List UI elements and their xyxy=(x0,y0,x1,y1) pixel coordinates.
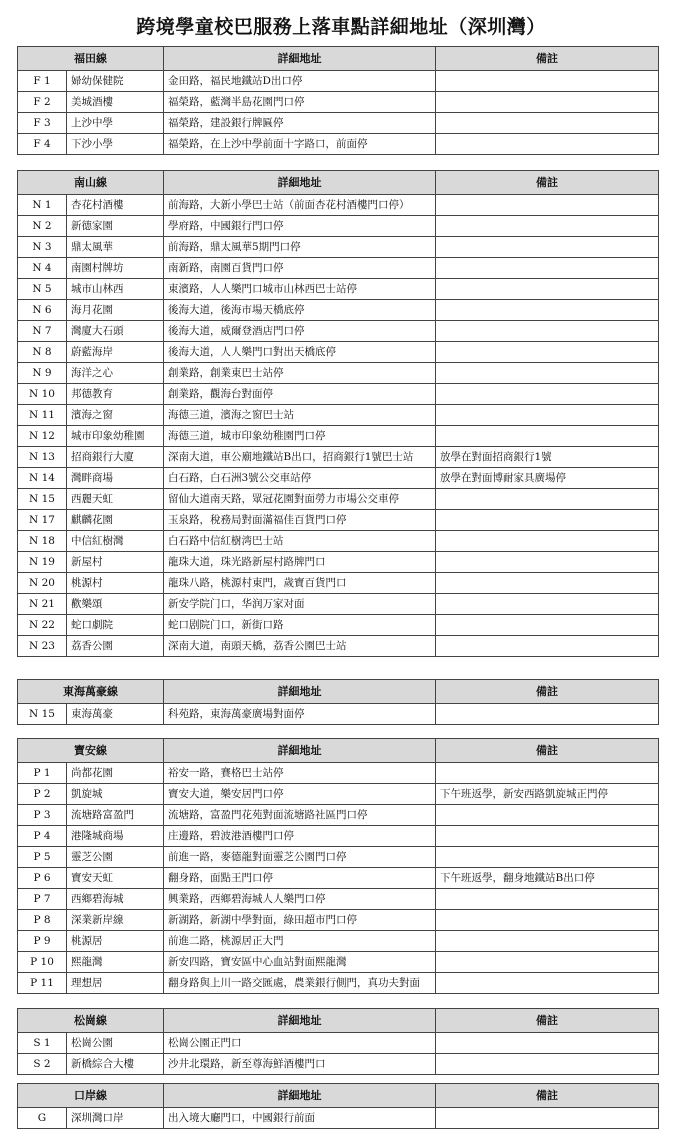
stop-place: 熙龍灣 xyxy=(67,952,164,973)
stop-remark xyxy=(436,973,659,994)
stop-address: 玉泉路，稅務局對面滿福佳百貨門口停 xyxy=(164,510,436,531)
stop-place: 海洋之心 xyxy=(67,363,164,384)
stop-code: N 5 xyxy=(18,279,67,300)
route-name-header: 福田線 xyxy=(18,47,164,71)
stop-address: 興業路，西鄉碧海城人人樂門口停 xyxy=(164,889,436,910)
stop-code: G xyxy=(18,1108,67,1129)
stop-place: 凱旋城 xyxy=(67,784,164,805)
stop-code: N 8 xyxy=(18,342,67,363)
stop-place: 荔香公園 xyxy=(67,636,164,657)
stop-remark xyxy=(436,615,659,636)
stop-place: 尚都花園 xyxy=(67,763,164,784)
table-row xyxy=(18,279,659,300)
stop-place: 桃源村 xyxy=(67,573,164,594)
stop-remark xyxy=(436,216,659,237)
stop-address: 裕安一路，賽格巴士站停 xyxy=(164,763,436,784)
stop-code: P 10 xyxy=(18,952,67,973)
stop-address: 東濱路，人人樂門口城市山林西巴士站停 xyxy=(164,279,436,300)
stop-code: N 9 xyxy=(18,363,67,384)
table-header-row xyxy=(18,47,659,71)
stop-remark xyxy=(436,279,659,300)
table-row xyxy=(18,447,659,468)
route-table xyxy=(17,738,659,994)
table-row xyxy=(18,889,659,910)
stop-place: 西鄉碧海城 xyxy=(67,889,164,910)
stop-address: 白石路中信紅樹湾巴士站 xyxy=(164,531,436,552)
table-header-row xyxy=(18,680,659,704)
stop-remark xyxy=(436,763,659,784)
stop-code: N 13 xyxy=(18,447,67,468)
stop-remark xyxy=(436,510,659,531)
stop-place: 灣畔商場 xyxy=(67,468,164,489)
stop-remark xyxy=(436,889,659,910)
route-section xyxy=(17,170,658,657)
remark-header: 備註 xyxy=(436,47,659,71)
stop-remark xyxy=(436,195,659,216)
table-row xyxy=(18,531,659,552)
stop-place: 深業新岸線 xyxy=(67,910,164,931)
route-section xyxy=(17,738,658,994)
table-header-row xyxy=(18,739,659,763)
table-header-row xyxy=(18,1009,659,1033)
route-table xyxy=(17,1008,659,1075)
stop-remark xyxy=(436,1054,659,1075)
stop-place: 中信紅樹灣 xyxy=(67,531,164,552)
route-table xyxy=(17,1083,659,1129)
stop-remark xyxy=(436,573,659,594)
table-row xyxy=(18,931,659,952)
stop-address: 龍珠大道，珠光路新屋村路牌門口 xyxy=(164,552,436,573)
route-name-header: 松崗線 xyxy=(18,1009,164,1033)
stop-place: 鼎太風華 xyxy=(67,237,164,258)
stop-remark xyxy=(436,910,659,931)
address-header: 詳細地址 xyxy=(164,1084,436,1108)
table-row xyxy=(18,615,659,636)
stop-code: S 2 xyxy=(18,1054,67,1075)
table-row xyxy=(18,1033,659,1054)
route-section xyxy=(17,1083,658,1129)
address-header: 詳細地址 xyxy=(164,680,436,704)
table-row xyxy=(18,216,659,237)
stop-address: 前海路，大新小學巴士站（前面杏花村酒樓門口停） xyxy=(164,195,436,216)
table-header-row xyxy=(18,1084,659,1108)
stop-place: 婦幼保健院 xyxy=(67,71,164,92)
stop-code: P 6 xyxy=(18,868,67,889)
address-header: 詳細地址 xyxy=(164,171,436,195)
table-row xyxy=(18,636,659,657)
table-row xyxy=(18,384,659,405)
stop-address: 新安四路，寶安區中心血站對面熙龍灣 xyxy=(164,952,436,973)
stop-address: 深南大道，南頭天橋，荔香公園巴士站 xyxy=(164,636,436,657)
stop-code: N 20 xyxy=(18,573,67,594)
table-row xyxy=(18,195,659,216)
table-row xyxy=(18,1054,659,1075)
stop-place: 流塘路富盈門 xyxy=(67,805,164,826)
table-row xyxy=(18,113,659,134)
remark-header: 備註 xyxy=(436,1009,659,1033)
stop-address: 科苑路，東海萬豪廣場對面停 xyxy=(164,704,436,725)
table-row xyxy=(18,71,659,92)
table-row xyxy=(18,426,659,447)
remark-header: 備註 xyxy=(436,739,659,763)
stop-address: 庄邊路，碧波港酒樓門口停 xyxy=(164,826,436,847)
stop-place: 招商銀行大廈 xyxy=(67,447,164,468)
stop-address: 後海大道，威爾登酒店門口停 xyxy=(164,321,436,342)
stop-place: 海月花園 xyxy=(67,300,164,321)
stop-code: N 22 xyxy=(18,615,67,636)
stop-code: P 4 xyxy=(18,826,67,847)
table-row xyxy=(18,489,659,510)
stop-code: N 17 xyxy=(18,510,67,531)
stop-code: N 18 xyxy=(18,531,67,552)
route-name-header: 寶安線 xyxy=(18,739,164,763)
stop-code: P 1 xyxy=(18,763,67,784)
stop-place: 港隆城商場 xyxy=(67,826,164,847)
stop-code: N 12 xyxy=(18,426,67,447)
table-row xyxy=(18,763,659,784)
stop-place: 理想居 xyxy=(67,973,164,994)
stop-address: 創業路，觀海台對面停 xyxy=(164,384,436,405)
remark-header: 備註 xyxy=(436,171,659,195)
stop-remark xyxy=(436,426,659,447)
stop-address: 海德三道，濱海之窗巴士站 xyxy=(164,405,436,426)
table-row xyxy=(18,1108,659,1129)
stop-place: 靈芝公園 xyxy=(67,847,164,868)
table-row xyxy=(18,300,659,321)
stop-address: 蛇口剧院门口，新街口路 xyxy=(164,615,436,636)
stop-code: P 2 xyxy=(18,784,67,805)
table-row xyxy=(18,805,659,826)
stop-code: N 7 xyxy=(18,321,67,342)
stop-remark xyxy=(436,134,659,155)
stop-remark xyxy=(436,952,659,973)
address-header: 詳細地址 xyxy=(164,739,436,763)
table-row xyxy=(18,92,659,113)
stop-place: 東海萬豪 xyxy=(67,704,164,725)
stop-place: 松崗公園 xyxy=(67,1033,164,1054)
stop-code: N 4 xyxy=(18,258,67,279)
stop-remark xyxy=(436,1108,659,1129)
stop-place: 寶安天虹 xyxy=(67,868,164,889)
stop-address: 前海路，鼎太風華5期門口停 xyxy=(164,237,436,258)
table-row xyxy=(18,973,659,994)
stop-place: 下沙小學 xyxy=(67,134,164,155)
stop-address: 福榮路，藍灣半島花園門口停 xyxy=(164,92,436,113)
remark-header: 備註 xyxy=(436,680,659,704)
stop-place: 蔚藍海岸 xyxy=(67,342,164,363)
stop-code: P 9 xyxy=(18,931,67,952)
stop-code: N 3 xyxy=(18,237,67,258)
stop-place: 新橋綜合大樓 xyxy=(67,1054,164,1075)
stop-remark xyxy=(436,805,659,826)
stop-place: 灣廈大石頭 xyxy=(67,321,164,342)
stop-remark xyxy=(436,405,659,426)
stop-remark xyxy=(436,704,659,725)
table-row xyxy=(18,704,659,725)
stop-code: P 5 xyxy=(18,847,67,868)
table-row xyxy=(18,237,659,258)
stop-code: N 15 xyxy=(18,704,67,725)
table-row xyxy=(18,468,659,489)
stop-place: 美城酒樓 xyxy=(67,92,164,113)
stop-code: P 8 xyxy=(18,910,67,931)
stop-remark xyxy=(436,258,659,279)
stop-remark: 下午班返學，新安西路凱旋城正門停 xyxy=(436,784,659,805)
stop-code: N 1 xyxy=(18,195,67,216)
stop-place: 城市印象幼稚園 xyxy=(67,426,164,447)
stop-remark xyxy=(436,92,659,113)
stop-code: N 14 xyxy=(18,468,67,489)
stop-code: P 3 xyxy=(18,805,67,826)
table-row xyxy=(18,405,659,426)
stop-place: 桃源居 xyxy=(67,931,164,952)
route-section xyxy=(17,1008,658,1075)
stop-address: 新湖路，新湖中學對面，綠田超市門口停 xyxy=(164,910,436,931)
table-row xyxy=(18,868,659,889)
stop-place: 杏花村酒樓 xyxy=(67,195,164,216)
stop-place: 上沙中學 xyxy=(67,113,164,134)
stop-code: N 21 xyxy=(18,594,67,615)
stop-remark: 放學在對面招商銀行1號 xyxy=(436,447,659,468)
stop-address: 深南大道，車公廟地鐵站B出口，招商銀行1號巴士站 xyxy=(164,447,436,468)
stop-address: 福榮路，建設銀行牌匾停 xyxy=(164,113,436,134)
stop-remark xyxy=(436,321,659,342)
stop-address: 新安学院门口，华润万家对面 xyxy=(164,594,436,615)
stop-address: 龍珠八路，桃源村東門，歲寶百貨門口 xyxy=(164,573,436,594)
table-row xyxy=(18,134,659,155)
stop-code: N 23 xyxy=(18,636,67,657)
table-row xyxy=(18,784,659,805)
table-row xyxy=(18,952,659,973)
table-row xyxy=(18,258,659,279)
stop-code: N 11 xyxy=(18,405,67,426)
stop-address: 金田路，福民地鐵站D出口停 xyxy=(164,71,436,92)
table-row xyxy=(18,847,659,868)
stop-code: N 6 xyxy=(18,300,67,321)
stop-address: 流塘路，富盈門花苑對面流塘路社區門口停 xyxy=(164,805,436,826)
stop-place: 南園村牌坊 xyxy=(67,258,164,279)
stop-address: 翻身路與上川一路交匯處，農業銀行側門，真功夫對面 xyxy=(164,973,436,994)
stop-remark xyxy=(436,931,659,952)
address-header: 詳細地址 xyxy=(164,1009,436,1033)
table-header-row xyxy=(18,171,659,195)
stop-address: 前進二路，桃源居正大門 xyxy=(164,931,436,952)
stop-code: S 1 xyxy=(18,1033,67,1054)
stop-code: N 19 xyxy=(18,552,67,573)
stop-code: P 11 xyxy=(18,973,67,994)
stop-place: 城市山林西 xyxy=(67,279,164,300)
address-header: 詳細地址 xyxy=(164,47,436,71)
stop-address: 學府路，中國銀行門口停 xyxy=(164,216,436,237)
table-row xyxy=(18,321,659,342)
stop-code: P 7 xyxy=(18,889,67,910)
stop-remark xyxy=(436,300,659,321)
stop-place: 西麗天虹 xyxy=(67,489,164,510)
stop-address: 寶安大道，樂安居門口停 xyxy=(164,784,436,805)
stop-place: 邦德教育 xyxy=(67,384,164,405)
stop-remark xyxy=(436,342,659,363)
stop-remark xyxy=(436,531,659,552)
stop-code: F 2 xyxy=(18,92,67,113)
stop-remark xyxy=(436,826,659,847)
stop-address: 南新路，南園百貨門口停 xyxy=(164,258,436,279)
stop-address: 後海大道，人人樂門口對出天橋底停 xyxy=(164,342,436,363)
table-row xyxy=(18,510,659,531)
stop-address: 後海大道，後海市場天橋底停 xyxy=(164,300,436,321)
stop-remark xyxy=(436,71,659,92)
stop-remark xyxy=(436,1033,659,1054)
table-row xyxy=(18,910,659,931)
route-table xyxy=(17,46,659,155)
stop-address: 白石路，白石洲3號公交車站停 xyxy=(164,468,436,489)
stop-remark xyxy=(436,594,659,615)
route-table xyxy=(17,679,659,725)
stop-remark xyxy=(436,489,659,510)
stop-remark: 下午班返學，翻身地鐵站B出口停 xyxy=(436,868,659,889)
table-row xyxy=(18,594,659,615)
stop-address: 海德三道，城市印象幼稚園門口停 xyxy=(164,426,436,447)
table-row xyxy=(18,342,659,363)
stop-place: 歡樂頌 xyxy=(67,594,164,615)
stop-code: F 3 xyxy=(18,113,67,134)
stop-address: 出入境大廳門口，中國銀行前面 xyxy=(164,1108,436,1129)
stop-remark xyxy=(436,113,659,134)
stop-place: 深圳灣口岸 xyxy=(67,1108,164,1129)
stop-place: 新屋村 xyxy=(67,552,164,573)
stop-remark: 放學在對面博耐家具廣場停 xyxy=(436,468,659,489)
route-name-header: 口岸線 xyxy=(18,1084,164,1108)
stop-code: N 2 xyxy=(18,216,67,237)
stop-remark xyxy=(436,552,659,573)
stop-address: 翻身路，面點王門口停 xyxy=(164,868,436,889)
stop-code: N 15 xyxy=(18,489,67,510)
stop-remark xyxy=(436,363,659,384)
stop-code: F 1 xyxy=(18,71,67,92)
table-row xyxy=(18,573,659,594)
stop-remark xyxy=(436,636,659,657)
stop-address: 創業路，創業東巴士站停 xyxy=(164,363,436,384)
table-row xyxy=(18,363,659,384)
stop-code: F 4 xyxy=(18,134,67,155)
remark-header: 備註 xyxy=(436,1084,659,1108)
stop-place: 麒麟花園 xyxy=(67,510,164,531)
table-row xyxy=(18,552,659,573)
stop-address: 前進一路，麥德龍對面靈芝公園門口停 xyxy=(164,847,436,868)
route-name-header: 南山線 xyxy=(18,171,164,195)
stop-remark xyxy=(436,237,659,258)
route-section xyxy=(17,46,658,155)
stop-remark xyxy=(436,847,659,868)
stop-place: 新德家園 xyxy=(67,216,164,237)
stop-address: 留仙大道南天路，眾冠花園對面勞力市場公交車停 xyxy=(164,489,436,510)
stop-address: 福榮路，在上沙中學前面十字路口，前面停 xyxy=(164,134,436,155)
stop-address: 松崗公園正門口 xyxy=(164,1033,436,1054)
stop-remark xyxy=(436,384,659,405)
route-name-header: 東海萬豪線 xyxy=(18,680,164,704)
stop-code: N 10 xyxy=(18,384,67,405)
stop-place: 蛇口劇院 xyxy=(67,615,164,636)
stop-place: 濱海之窗 xyxy=(67,405,164,426)
stop-address: 沙井北環路，新至尊海鮮酒樓門口 xyxy=(164,1054,436,1075)
page-title: 跨境學童校巴服務上落車點詳細地址（深圳灣） xyxy=(136,16,546,38)
table-row xyxy=(18,826,659,847)
route-table xyxy=(17,170,659,657)
route-section xyxy=(17,679,658,725)
